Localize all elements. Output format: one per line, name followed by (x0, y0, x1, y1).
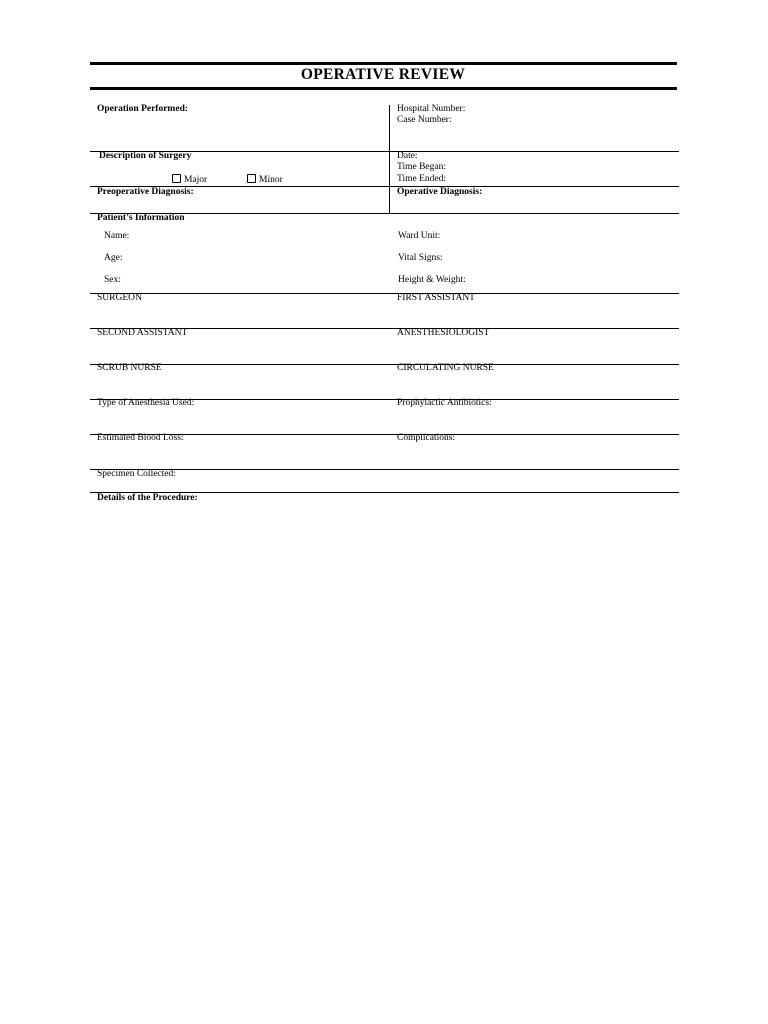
scrub-nurse-label: SCRUB NURSE (97, 363, 162, 373)
date-label: Date: (397, 151, 418, 161)
prophylactic-antibiotics-label: Prophylactic Antibiotics: (397, 398, 492, 408)
age-label: Age: (104, 253, 123, 263)
circulating-nurse-label: CIRCULATING NURSE (397, 363, 494, 373)
height-weight-label: Height & Weight: (398, 275, 466, 285)
ward-unit-label: Ward Unit: (398, 231, 441, 241)
sex-label: Sex: (104, 275, 121, 285)
specimen-collected-label: Specimen Collected: (97, 469, 176, 479)
major-option[interactable] (172, 174, 207, 186)
vital-signs-label: Vital Signs: (398, 253, 443, 263)
time-ended-label: Time Ended: (397, 174, 446, 184)
anesthesia-type-label: Type of Anesthesia Used: (97, 398, 195, 408)
complications-label: Complications: (397, 433, 456, 443)
time-began-label: Time Began: (397, 162, 446, 172)
anesthesiologist-label: ANESTHESIOLOGIST (397, 328, 490, 338)
case-number-label: Case Number: (397, 115, 452, 125)
blood-loss-label: Estimated Blood Loss: (97, 433, 184, 443)
row-rule (90, 364, 679, 365)
hospital-number-label: Hospital Number: (397, 104, 466, 114)
major-label: Major (184, 175, 208, 185)
header-column-divider (389, 105, 390, 213)
row-rule (90, 293, 679, 294)
second-assistant-label: SECOND ASSISTANT (97, 328, 188, 338)
first-assistant-label: FIRST ASSISTANT (397, 293, 475, 303)
operation-performed-label: Operation Performed: (97, 104, 189, 114)
page-title: OPERATIVE REVIEW (300, 66, 466, 83)
surgeon-label: SURGEON (97, 293, 142, 303)
name-label: Name: (104, 231, 130, 241)
title-bottom-rule (90, 87, 677, 90)
minor-checkbox[interactable] (247, 174, 256, 183)
preoperative-diagnosis-label: Preoperative Diagnosis: (97, 187, 194, 197)
row-rule (90, 469, 679, 470)
description-of-surgery-label: Description of Surgery (99, 151, 192, 161)
operative-diagnosis-label: Operative Diagnosis: (397, 187, 483, 197)
patient-info-heading: Patient’s Information (97, 213, 185, 223)
major-checkbox[interactable] (172, 174, 181, 183)
minor-option[interactable] (247, 174, 283, 186)
title-top-rule (90, 62, 677, 65)
procedure-details-label: Details of the Procedure: (97, 493, 198, 503)
minor-label: Minor (259, 175, 283, 185)
